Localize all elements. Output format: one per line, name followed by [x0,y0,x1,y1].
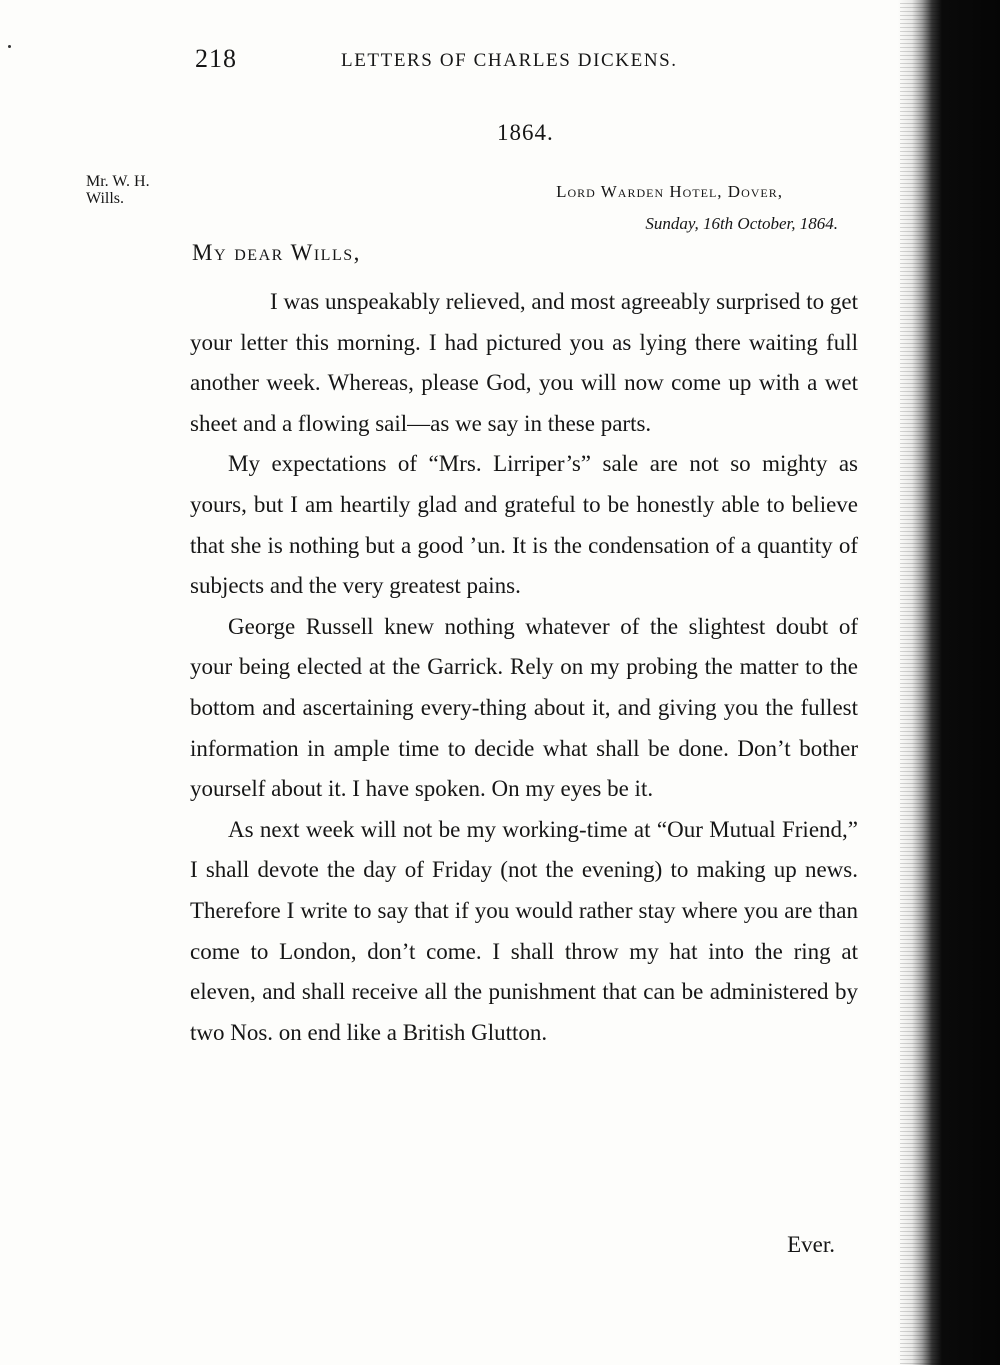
dateline-date-text: Sunday, 16th October, 1864. [645,214,838,233]
signoff: Ever. [787,1232,835,1257]
paragraph-4: As next week will not be my working-time at “Our Mutual Friend,” I shall devote the day of Friday (not the evening) to making up news. Therefore I write to say that if you would rather stay where you are than come to London, don’t come. I shall throw my hat into the ring at eleven, and shall receive all the punishment that can be administered by two Nos. on end like a British Glutton. [190,816,858,1045]
running-title: LETTERS OF CHARLES DICKENS. [341,50,678,71]
paragraph-2: My expectations of “Mrs. Lirriper’s” sale are not so mighty as yours, but I am heartily glad and grateful to be honestly able to believe that she is nothing but a good ’un. It is the condensation of a quantity of subjects and the very greatest pains. [190,451,858,599]
year-heading: 1864. [497,120,554,145]
salutation: My dear Wills, [192,240,361,265]
dateline [556,176,838,240]
running-head [195,44,725,78]
paragraph-3: George Russell knew nothing whatever of the slightest doubt of your being elected at the Garrick. Rely on my probing the matter to the bottom and ascertaining every-thing about it, and giving you the fullest information in ample time to decide what shall be done. Don’t bother yourself about it. I have spoken. On my eyes be it. [190,613,858,802]
stray-ink-mark [8,45,11,48]
paragraph-1: I was unspeakably relieved, and most agreeably surprised to get your letter this morning. I had pictured you as lying there waiting full another week. Whereas, please God, you will now come up with a wet sheet and a flowing sail—as we say in these parts. [190,289,858,436]
page-number: 218 [195,44,237,73]
letter-body [190,282,858,1053]
dateline-date [556,208,838,240]
margin-note-line-1: Mr. W. H. [86,173,150,190]
margin-note-recipient [86,173,150,207]
binding-speckle [900,0,940,1365]
dateline-place: Lord Warden Hotel, Dover, [556,182,783,201]
margin-note-line-2: Wills. [86,190,125,207]
